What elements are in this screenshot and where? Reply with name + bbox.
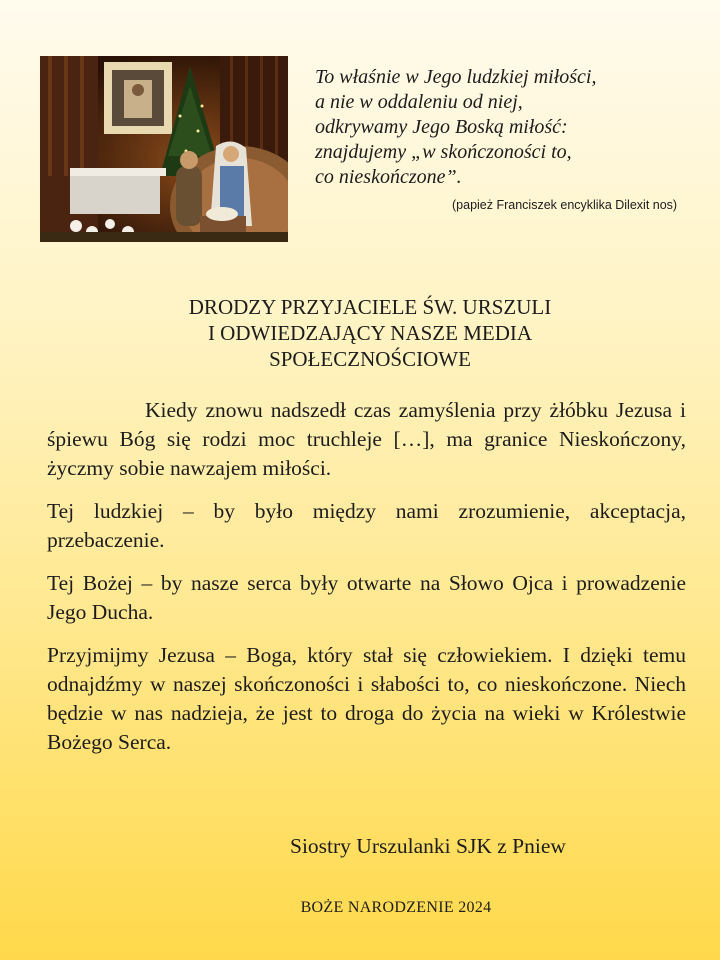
- heading-line: SPOŁECZNOŚCIOWE: [269, 347, 471, 371]
- greeting-heading: [40, 294, 700, 372]
- quote-line: a nie w oddaleniu od niej,: [315, 91, 523, 113]
- heading-line: I ODWIEDZAJĄCY NASZE MEDIA: [207, 321, 533, 345]
- letter-body: [47, 396, 686, 771]
- body-paragraph: Tej Bożej – by nasze serca były otwarte na Słowo Ojca i prowadzenie Jego Ducha.: [47, 571, 686, 624]
- quote-line: co nieskończone”.: [315, 166, 462, 188]
- footer-date: BOŻE NARODZENIE 2024: [300, 899, 492, 916]
- quote-line: znajdujemy „w skończoności to,: [315, 141, 572, 163]
- heading-line: DRODZY PRZYJACIELE ŚW. URSZULI: [188, 295, 552, 319]
- body-paragraph: Przyjmijmy Jezusa – Boga, który stał się człowiekiem. I dzięki temu odnajdźmy w naszej skończoności i słabości to, co nieskończone. Niech będzie w nas nadzieja, że jest to droga do życia na wieki w Królestwie Bożego Serca.: [47, 643, 686, 754]
- signature: Siostry Urszulanki SJK z Pniew: [290, 834, 566, 858]
- papal-quote: [315, 65, 705, 190]
- quote-line: To właśnie w Jego ludzkiej miłości,: [315, 66, 597, 88]
- body-paragraph: Tej ludzkiej – by było między nami zrozumienie, akceptacja, przebaczenie.: [47, 499, 686, 552]
- quote-source: (papież Franciszek encyklika Dilexit nos): [452, 198, 678, 212]
- nativity-scene-photo: [40, 56, 288, 242]
- quote-line: odkrywamy Jego Boską miłość:: [315, 116, 568, 138]
- body-paragraph: Kiedy znowu nadszedł czas zamyślenia przy żłóbku Jezusa i śpiewu Bóg się rodzi moc truchleje […], ma granice Nieskończony, życzmy sobie nawzajem miłości.: [47, 398, 686, 480]
